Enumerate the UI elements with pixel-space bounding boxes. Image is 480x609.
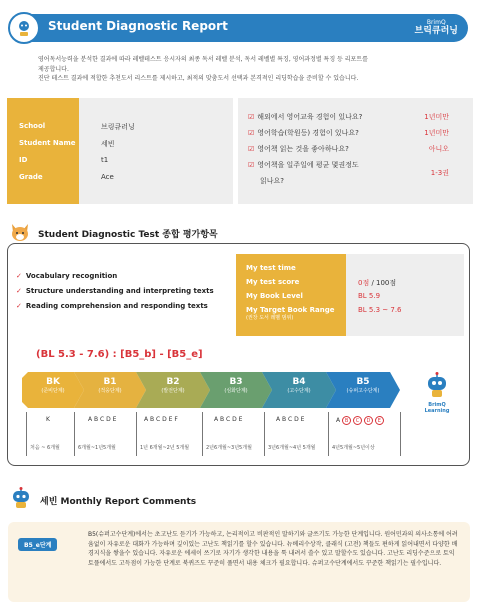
intro-text: 영어독서능력을 분석한 결과에 따라 레벨테스트 응시자의 최종 독서 레벨 분석, 독서 레벨별 특징, 영어과정별 특징 등 리포트를 제공합니다. 진단 테스트 결과에 적합한 추천도서 리스트를 제시하고, 최적의 맞춤도서 선택과 본격적인 리딩학습을 준비할 수 있습니다. <box>38 56 368 82</box>
divider <box>400 412 401 456</box>
divider <box>74 412 75 456</box>
level-desc: (슈퍼고수단계) <box>346 388 380 394</box>
criteria-item: ✓ Vocabulary recognition <box>16 272 118 280</box>
student-name-label: Student Name <box>19 139 76 147</box>
criteria-item: ✓ Reading comprehension and responding texts <box>16 302 208 310</box>
test-score-value: 0점 / 100점 <box>358 279 397 287</box>
level-chevron-b5 <box>326 372 400 408</box>
brand-wordmark: BrimQ 브릭큐러닝 <box>414 19 458 36</box>
student-info-label-bg <box>7 98 79 204</box>
grade-value: Ace <box>101 173 114 181</box>
check-icon: ☑ <box>248 161 255 169</box>
sublevel-bk: K <box>46 416 50 423</box>
level-desc: (적응단계) <box>98 388 122 394</box>
level-code: BK <box>46 377 60 387</box>
divider <box>328 412 329 456</box>
fox-mascot-icon <box>10 222 30 244</box>
target-range-label: My Target Book Range (권장 도서 레벨 범위) <box>246 306 335 321</box>
duration-b5: 4년5개월~5년이상 <box>332 445 375 451</box>
robot-mascot-icon <box>425 372 449 398</box>
check-icon: ✓ <box>16 272 22 280</box>
survey-question: ☑ 영어학습(학원등) 경험이 있나요? <box>248 129 359 137</box>
robot-icon <box>10 487 32 509</box>
level-code: B4 <box>292 377 306 387</box>
diagnostic-panel <box>7 243 470 466</box>
target-range-value: BL 5.3 ~ 7.6 <box>358 306 402 314</box>
score-summary <box>236 254 464 336</box>
divider <box>264 412 265 456</box>
survey-answer: 아니오 <box>428 145 449 153</box>
mascot-label: BrimQ Learning <box>424 402 450 414</box>
check-icon: ☑ <box>248 113 255 121</box>
page-title: Student Diagnostic Report <box>48 19 228 33</box>
check-icon: ☑ <box>248 145 255 153</box>
test-score-label: My test score <box>246 278 300 286</box>
level-desc: (고수단계) <box>287 388 311 394</box>
survey-card <box>238 98 473 204</box>
comment-box <box>8 522 470 602</box>
survey-answer: 1년미만 <box>424 129 449 137</box>
sublevel-b4: A B C D E <box>276 416 305 423</box>
test-time-label: My test time <box>246 264 296 272</box>
duration-b1: 6개월~1년5개월 <box>78 445 116 451</box>
survey-answer: 1년미만 <box>424 113 449 121</box>
sublevel-b3: A B C D E <box>214 416 243 423</box>
duration-b2: 1년 6개월~2년 5개월 <box>140 445 190 451</box>
check-icon: ✓ <box>16 287 22 295</box>
student-info-card <box>7 98 233 204</box>
duration-bk: 처음 ~ 6개월 <box>30 445 60 451</box>
id-label: ID <box>19 156 28 164</box>
duration-b3: 2년6개월~3년5개월 <box>206 445 252 451</box>
robot-mascot <box>422 372 452 414</box>
level-chevron-b2 <box>136 372 210 408</box>
level-badge: B5_e단계 <box>18 538 57 551</box>
sublevel-b2: A B C D E F <box>144 416 178 423</box>
check-icon: ✓ <box>16 302 22 310</box>
sublevel-b5: A B C D E <box>336 416 384 425</box>
recommended-range: (BL 5.3 - 7.6) : [B5_b] - [B5_e] <box>36 349 203 360</box>
level-chevron-b4 <box>262 372 336 408</box>
duration-b4: 3년6개월~4년 5개월 <box>268 445 316 451</box>
level-desc: (발전단계) <box>161 388 185 394</box>
divider <box>136 412 137 456</box>
divider <box>26 412 27 456</box>
comment-text: B5(슈퍼고수단계)에서는 초고난도 듣기가 가능하고, 논리적이고 비판적인 말하기와 글쓰기도 가능한 단계입니다. 원어민과의 의사소통에 어려움없이 자유로운 대화가 가능하며 깊이있는 고난도 책읽기를 할수 있습니다. 뉴베리수상작, 클래식 (고전) 책들도 편하게 읽어내면서 다양한 배경지식을 쌓을수 있습니다. 자유로운 에세이 쓰기로 자기가 생각한 내용을 툭 내려서 쓸수 있고 말할수도 있습니다. 고난도 리딩수준으로 토익 토플에서도 고득점이 가능한 단계로 북퀴즈도 꾸준히 풀면서 내용 체크가 필요합니다. 슈퍼고수단계에서도 꾸준한 책읽기는 필수입니다. <box>88 531 458 567</box>
school-label: School <box>19 122 46 130</box>
grade-label: Grade <box>19 173 43 181</box>
level-code: B5 <box>356 377 370 387</box>
check-icon: ☑ <box>248 129 255 137</box>
survey-question: ☑ 영어책 읽는 것을 좋아하나요? <box>248 145 349 153</box>
level-desc: (준비단계) <box>41 388 65 394</box>
divider <box>202 412 203 456</box>
book-level-value: BL 5.9 <box>358 292 381 300</box>
level-code: B3 <box>229 377 243 387</box>
level-code: B2 <box>166 377 180 387</box>
sublevel-b1: A B C D E <box>88 416 117 423</box>
school-value: 브링큐러닝 <box>101 123 135 131</box>
report-header <box>0 12 480 46</box>
brand-logo-icon <box>8 12 40 44</box>
level-desc: (심화단계) <box>224 388 248 394</box>
survey-question-cont: 읽나요? <box>260 177 285 185</box>
id-value: t1 <box>101 156 109 164</box>
section-title-comments: 세빈 Monthly Report Comments <box>40 497 197 507</box>
student-name-value: 세빈 <box>101 140 115 148</box>
survey-question: ☑ 영어책을 일주일에 평균 몇권정도 <box>248 161 359 169</box>
book-level-label: My Book Level <box>246 292 303 300</box>
section-title-diagnostic: Student Diagnostic Test 종합 평가항목 <box>38 230 218 240</box>
survey-answer: 1-3권 <box>430 169 449 177</box>
criteria-item: ✓ Structure understanding and interpreting texts <box>16 287 214 295</box>
level-code: B1 <box>103 377 117 387</box>
survey-question: ☑ 해외에서 영어교육 경험이 있나요? <box>248 113 363 121</box>
